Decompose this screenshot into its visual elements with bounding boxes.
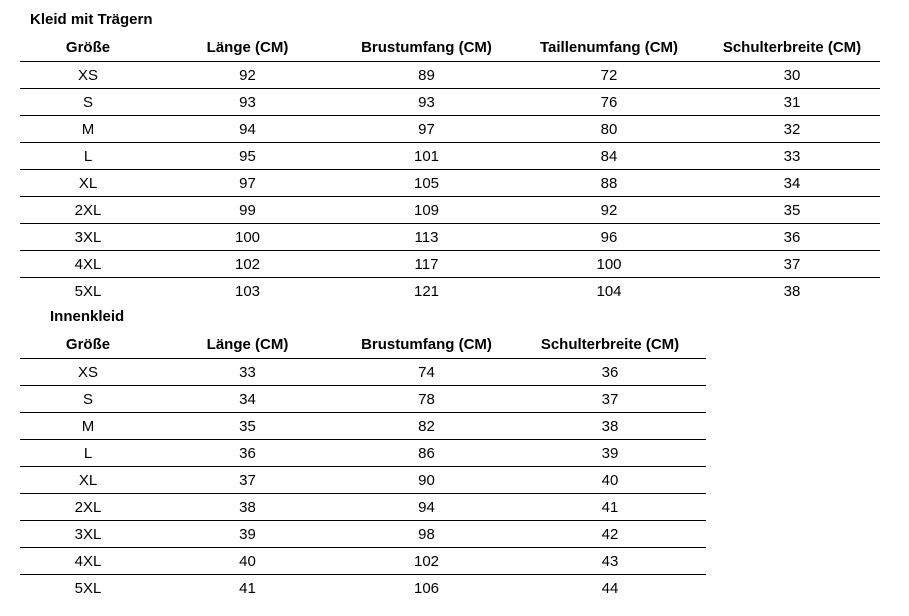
column-header: Brustumfang (CM)	[339, 331, 514, 359]
table-cell: 34	[156, 386, 339, 413]
table-cell: 90	[339, 467, 514, 494]
table-cell: 100	[514, 251, 704, 278]
table-cell: 86	[339, 440, 514, 467]
table-cell: 36	[156, 440, 339, 467]
table-cell: 97	[156, 170, 339, 197]
table-cell: M	[20, 116, 156, 143]
table-header-row	[20, 34, 880, 62]
table-cell: 37	[156, 467, 339, 494]
table-cell: 36	[704, 224, 880, 251]
table-row	[20, 548, 706, 575]
table-cell: 34	[704, 170, 880, 197]
table-cell: 35	[704, 197, 880, 224]
table-cell: 84	[514, 143, 704, 170]
table-header-row	[20, 331, 706, 359]
table-cell: 4XL	[20, 548, 156, 575]
table-title-innenkleid: Innenkleid	[50, 308, 125, 325]
table-cell: 44	[601, 579, 619, 597]
table-cell: 74	[339, 359, 514, 386]
table-cell: 42	[514, 521, 706, 548]
table-row	[20, 386, 706, 413]
table-cell: 98	[339, 521, 514, 548]
table-cell: S	[20, 89, 156, 116]
table-cell: 5XL	[74, 282, 102, 300]
table-cell: XL	[20, 467, 156, 494]
table-row	[20, 170, 880, 197]
table-cell: 99	[156, 197, 339, 224]
table-row	[20, 494, 706, 521]
table-cell: 93	[339, 89, 514, 116]
table-title-kleid-mit-traegern: Kleid mit Trägern	[30, 11, 153, 28]
table-cell: 2XL	[20, 197, 156, 224]
table-row	[20, 197, 880, 224]
table-cell: 113	[339, 224, 514, 251]
table-cell: 72	[514, 62, 704, 89]
table-cell: 106	[413, 579, 440, 597]
table-cell: 40	[156, 548, 339, 575]
table-cell: XL	[20, 170, 156, 197]
table-cell: L	[20, 143, 156, 170]
table-row	[20, 413, 706, 440]
table-cell: 31	[704, 89, 880, 116]
column-header: Taillenumfang (CM)	[514, 34, 704, 62]
table-cell: 109	[339, 197, 514, 224]
table-cell: 88	[514, 170, 704, 197]
column-header: Schulterbreite (CM)	[514, 331, 706, 359]
table-row	[20, 575, 706, 602]
table-row	[20, 224, 880, 251]
table-row	[20, 467, 706, 494]
table-cell: 96	[514, 224, 704, 251]
table-row	[20, 359, 706, 386]
table-cell: 93	[156, 89, 339, 116]
table-cell: 39	[514, 440, 706, 467]
table-cell: 78	[339, 386, 514, 413]
table-row	[20, 89, 880, 116]
table-row	[20, 521, 706, 548]
table-row	[20, 440, 706, 467]
table-cell: 94	[156, 116, 339, 143]
table-cell: S	[20, 386, 156, 413]
table-cell: 5XL	[74, 579, 102, 597]
column-header: Länge (CM)	[156, 331, 339, 359]
table-cell: 37	[704, 251, 880, 278]
table-cell: 30	[704, 62, 880, 89]
table-row	[20, 251, 880, 278]
column-header: Schulterbreite (CM)	[704, 34, 880, 62]
table-row	[20, 62, 880, 89]
table-cell: 33	[704, 143, 880, 170]
table-row	[20, 116, 880, 143]
table-cell: 32	[704, 116, 880, 143]
table-cell: 117	[339, 251, 514, 278]
table-cell: 38	[783, 282, 801, 300]
table-cell: 38	[514, 413, 706, 440]
column-header: Größe	[20, 331, 156, 359]
table-cell: 33	[156, 359, 339, 386]
table-cell: 39	[156, 521, 339, 548]
table-cell: 89	[339, 62, 514, 89]
table-cell: 105	[339, 170, 514, 197]
table-cell: 37	[514, 386, 706, 413]
column-header: Brustumfang (CM)	[339, 34, 514, 62]
table-row	[20, 278, 880, 305]
table-cell: 94	[339, 494, 514, 521]
table-cell: 2XL	[20, 494, 156, 521]
size-table-kleid-mit-traegern	[20, 34, 880, 304]
table-cell: 102	[156, 251, 339, 278]
table-cell: 102	[339, 548, 514, 575]
table-cell: 92	[156, 62, 339, 89]
table-row	[20, 143, 880, 170]
table-cell: 40	[514, 467, 706, 494]
table-cell: 76	[514, 89, 704, 116]
table-cell: 95	[156, 143, 339, 170]
table-cell: 3XL	[20, 521, 156, 548]
table-cell: 121	[413, 282, 440, 300]
table-cell: 100	[156, 224, 339, 251]
table-cell: 36	[514, 359, 706, 386]
table-cell: 97	[339, 116, 514, 143]
table-cell: 43	[514, 548, 706, 575]
column-header: Länge (CM)	[156, 34, 339, 62]
size-table-innenkleid	[20, 331, 706, 601]
table-cell: 35	[156, 413, 339, 440]
table-cell: 82	[339, 413, 514, 440]
table-cell: XS	[20, 359, 156, 386]
table-cell: 101	[339, 143, 514, 170]
table-cell: 3XL	[20, 224, 156, 251]
table-cell: 103	[234, 282, 261, 300]
table-cell: 38	[156, 494, 339, 521]
table-cell: 41	[239, 579, 256, 597]
table-cell: XS	[20, 62, 156, 89]
column-header: Größe	[20, 34, 156, 62]
table-cell: 80	[514, 116, 704, 143]
table-cell: M	[20, 413, 156, 440]
table-cell: 4XL	[20, 251, 156, 278]
table-cell: 104	[596, 282, 622, 300]
table-cell: 92	[514, 197, 704, 224]
table-cell: 41	[514, 494, 706, 521]
table-cell: L	[20, 440, 156, 467]
